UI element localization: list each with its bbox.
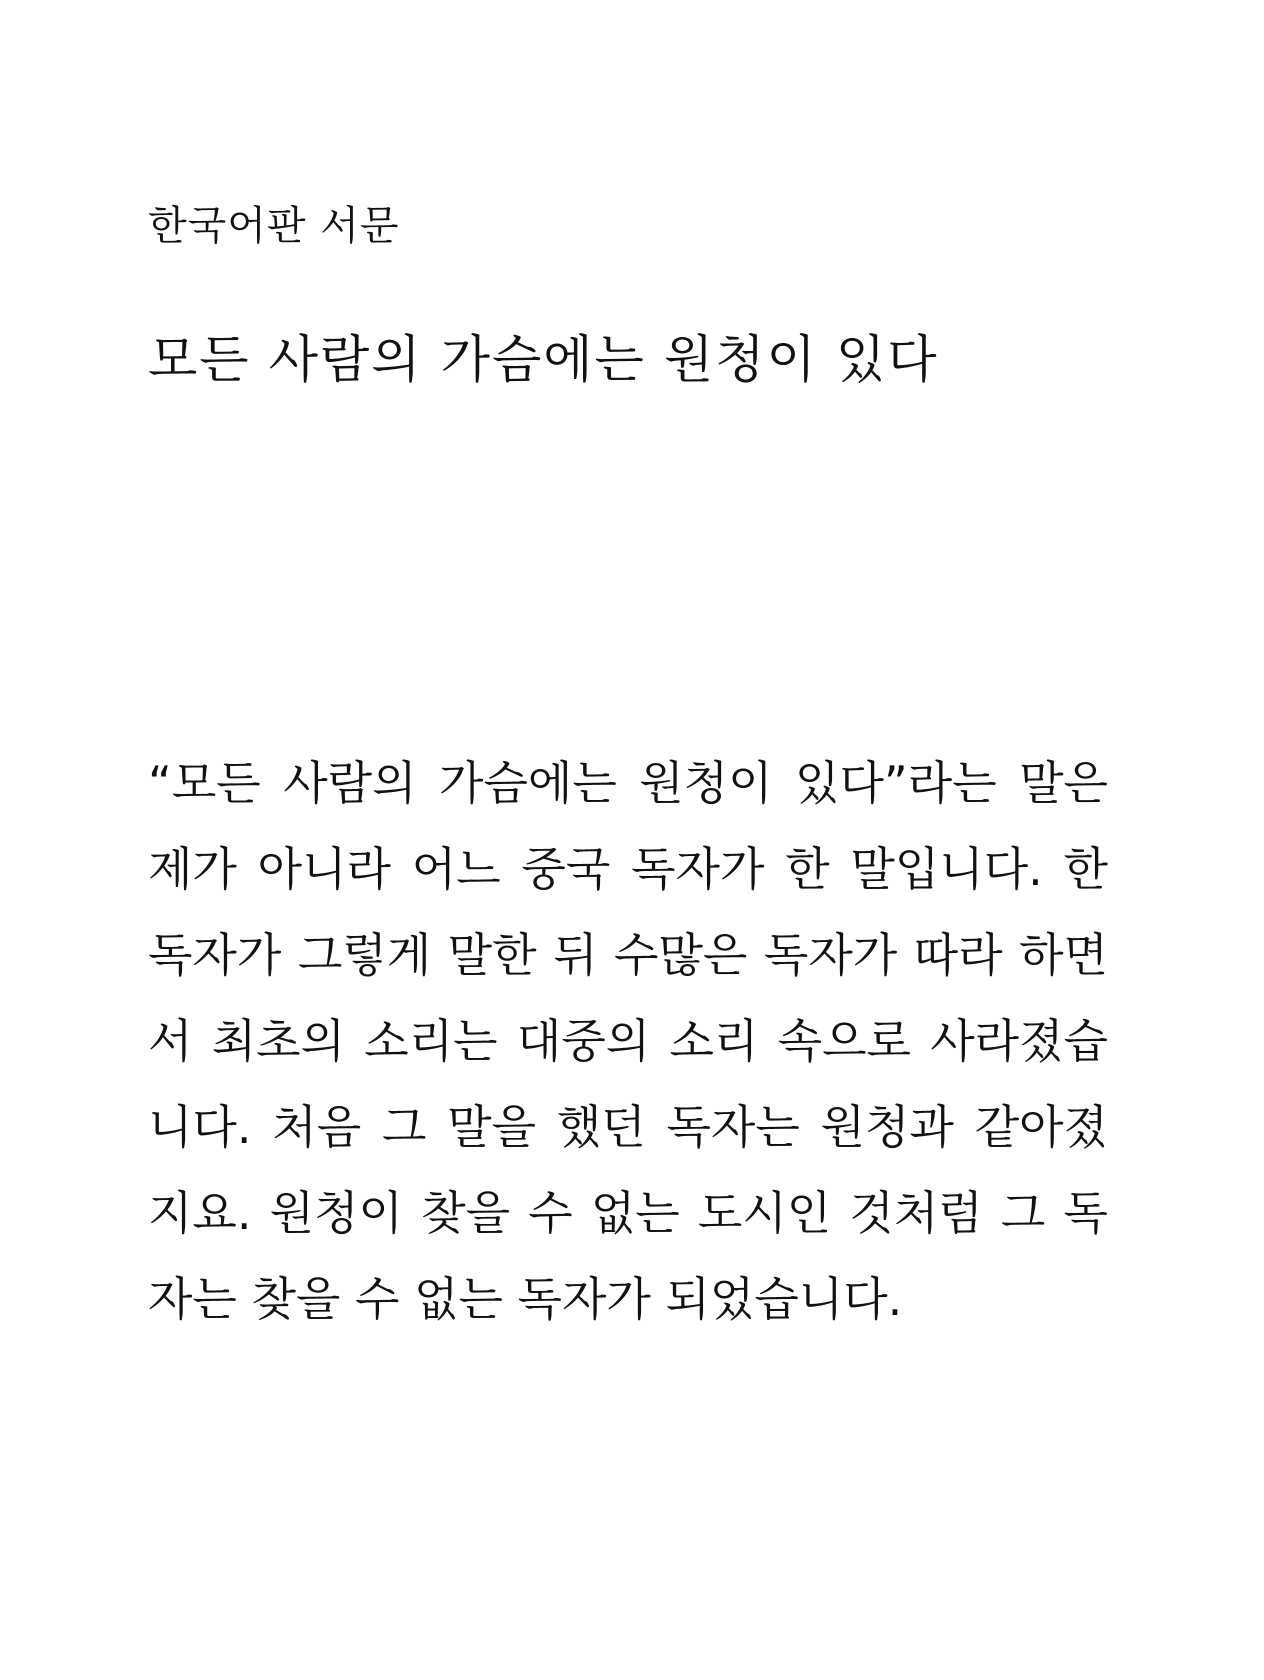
body-line-4: 서 최초의 소리는 대중의 소리 속으로 사라졌습 [148,1014,1108,1068]
section-label: 한국어판 서문 [148,203,400,249]
body-line-1: “모든 사람의 가슴에는 원청이 있다”라는 말은 [148,756,1108,810]
chapter-title: 모든 사람의 가슴에는 원청이 있다 [148,331,939,390]
body-line-3: 독자가 그렇게 말한 뒤 수많은 독자가 따라 하면 [148,928,1108,982]
body-line-2: 제가 아니라 어느 중국 독자가 한 말입니다. 한 [148,842,1108,896]
body-line-5: 니다. 처음 그 말을 했던 독자는 원청과 같아졌 [148,1100,1108,1154]
body-line-6: 지요. 원청이 찾을 수 없는 도시인 것처럼 그 독 [148,1186,1108,1240]
body-paragraph [148,740,1108,1342]
body-line-7: 자는 찾을 수 없는 독자가 되었습니다. [148,1272,903,1326]
